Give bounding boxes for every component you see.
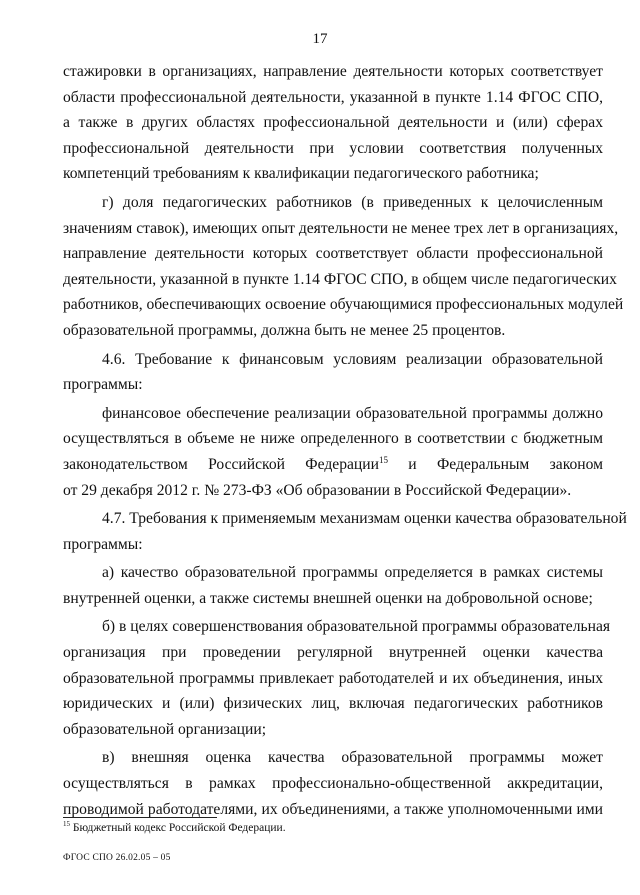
- text-line-content: работников, обеспечивающих освоение обучающимися профессиональных модулей: [63, 296, 624, 314]
- text-line: [63, 452, 603, 478]
- text-line-content: стажировки в организациях, направление деятельности которых соответствует: [63, 63, 603, 80]
- text-line-content: осуществляться в рамках профессионально-общественной аккредитации,: [63, 775, 603, 793]
- text-line-content: программы:: [63, 535, 143, 553]
- text-line-content: компетенций требованиям к квалификации педагогического работника;: [63, 165, 539, 183]
- text-line-content: финансовое обеспечение реализации образовательной программы должно: [102, 404, 603, 422]
- text-line-content: осуществляться в объеме не ниже определенного в соответствии с бюджетным: [63, 430, 603, 448]
- text-line: [63, 745, 603, 771]
- text-line-content: образовательной программы, должна быть не менее 25 процентов.: [63, 321, 506, 339]
- text-line-content: законодательством Российской Федерации: [63, 455, 379, 473]
- text-line: [63, 136, 603, 162]
- footnote-mark: 15: [63, 820, 70, 829]
- text-line-content: а также в других областях профессиональной деятельности и (или) сферах: [63, 114, 603, 132]
- text-line-content: деятельности, указанной в пункте 1.14 ФГОС СПО, в общем числе педагогических: [63, 270, 617, 288]
- text-line: [63, 318, 603, 344]
- text-line: [63, 532, 603, 558]
- text-line-content: б) в целях совершенствования образовательной программы образовательная: [102, 618, 611, 636]
- text-line-continuation: и Федеральным законом: [387, 455, 603, 473]
- text-line: [63, 267, 617, 293]
- text-line: [63, 347, 603, 373]
- document-code: ФГОС СПО 26.02.05 – 05: [63, 853, 171, 863]
- text-line: [63, 560, 603, 586]
- text-line-content: области профессиональной деятельности, указанной в пункте 1.14 ФГОС СПО,: [63, 88, 603, 106]
- text-line: [63, 190, 603, 216]
- text-line-content: в) внешняя оценка качества образовательной программы может: [102, 749, 603, 767]
- text-line: [63, 85, 603, 111]
- footnote-text: Бюджетный кодекс Российской Федерации.: [70, 822, 286, 834]
- text-line: [63, 586, 603, 612]
- text-line: [63, 614, 611, 640]
- text-line: [63, 640, 603, 666]
- text-line-content: профессиональной деятельности при условии соответствия полученных: [63, 139, 603, 157]
- text-line: [63, 717, 603, 743]
- text-line-content: организация при проведении регулярной внутренней оценки качества: [63, 644, 603, 662]
- text-line-content: 4.6. Требование к финансовым условиям реализации образовательной: [102, 350, 603, 368]
- text-line: [63, 241, 603, 267]
- text-line: [63, 478, 603, 504]
- text-line-content: г) доля педагогических работников (в приведенных к целочисленным: [102, 193, 603, 211]
- text-line: [63, 161, 603, 187]
- page-number: 17: [312, 31, 328, 47]
- footnote: [63, 822, 286, 834]
- text-line-content: образовательной организации;: [63, 720, 267, 738]
- text-line-content: 4.7. Требования к применяемым механизмам оценки качества образовательной: [102, 510, 627, 528]
- text-line-content: внутренней оценки, а также системы внешней оценки на добровольной основе;: [63, 589, 593, 607]
- text-line-content: направление деятельности которых соответствует области профессиональной: [63, 245, 603, 263]
- text-line: [63, 797, 603, 823]
- text-line-content: а) качество образовательной программы определяется в рамках системы: [102, 564, 603, 582]
- text-line-content: юридических и (или) физических лиц, включая педагогических работников: [63, 695, 603, 713]
- text-line: [63, 110, 603, 136]
- text-line-content: программы:: [63, 376, 143, 394]
- footnote-separator: [63, 817, 217, 818]
- text-line: [63, 506, 627, 532]
- text-line-content: образовательной программы привлекает работодателей и их объединения, иных: [63, 669, 603, 687]
- text-line: [63, 691, 603, 717]
- text-line-content: значениям ставок), имеющих опыт деятельности не менее трех лет в организациях,: [63, 219, 619, 237]
- text-line-content: проводимой работодателями, их объединениями, а также уполномоченными ими: [63, 800, 603, 818]
- text-line: [63, 426, 603, 452]
- text-line: [63, 372, 603, 398]
- text-line: [63, 292, 624, 318]
- text-line: [63, 666, 603, 692]
- body-text: [63, 59, 627, 822]
- text-line: [63, 771, 603, 797]
- text-line-content: от 29 декабря 2012 г. № 273-ФЗ «Об образовании в Российской Федерации».: [63, 481, 572, 499]
- footnote-reference: 15: [378, 454, 388, 465]
- text-line: [63, 216, 619, 242]
- text-line: [63, 59, 603, 85]
- text-line: [63, 401, 603, 427]
